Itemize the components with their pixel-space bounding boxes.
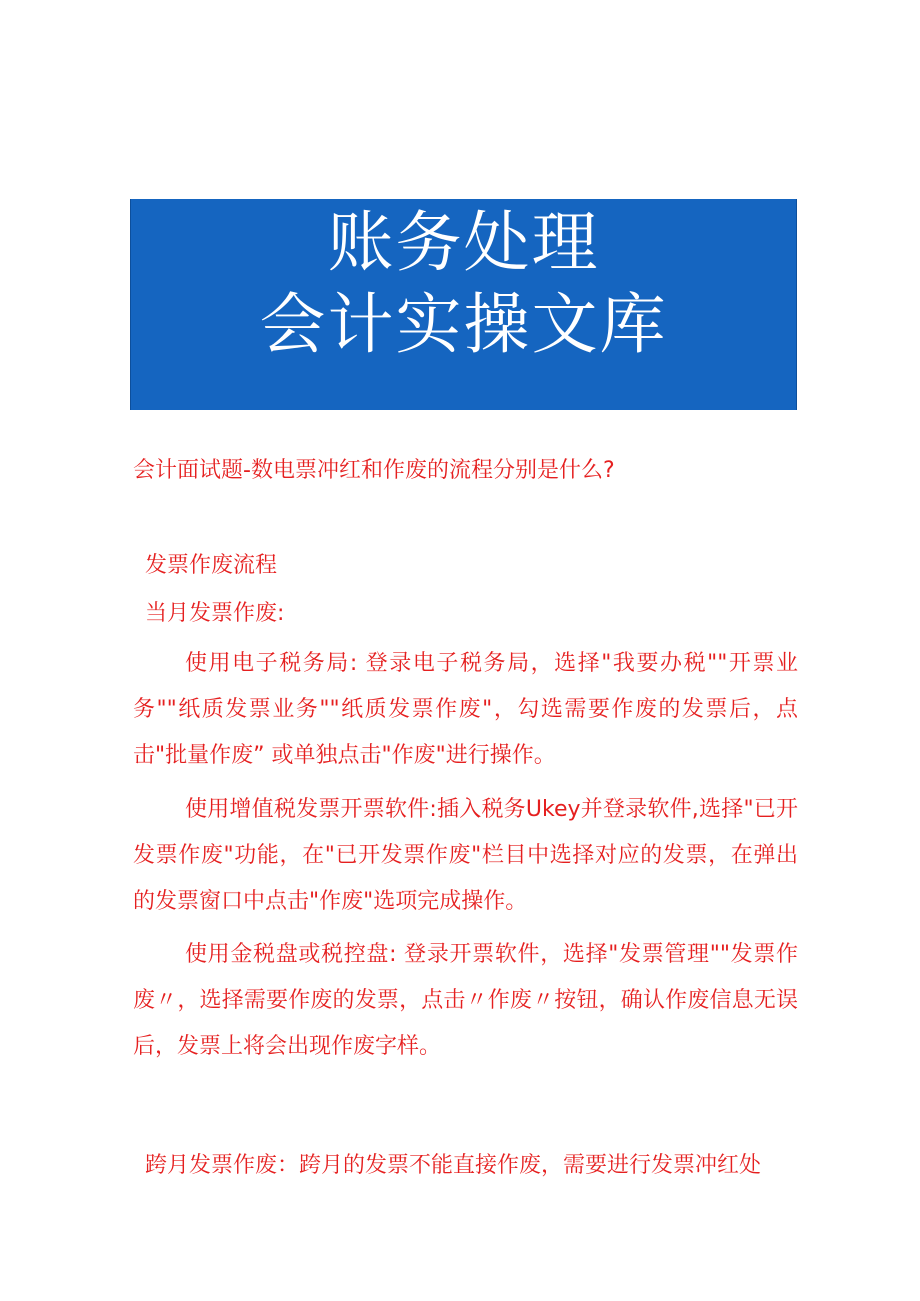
banner-subtitle: 会计实操文库 [259, 286, 668, 363]
section-heading: 发票作废流程 [145, 553, 278, 578]
paragraph-golden-tax: 使用金税盘或税控盘: 登录开票软件，选择"发票管理""发票作废〃，选择需要作废的发票，点击〃作废〃按钮，确认作废信息无误后，发票上将会出现作废字样。 [133, 942, 798, 1059]
banner-title: 账务处理 [327, 204, 600, 281]
paragraph-e-tax: 使用电子税务局: 登录电子税务局，选择"我要办税""开票业务""纸质发票业务""纸质发票作废"，勾选需要作废的发票后，点击"批量作废” 或单独点击"作废"进行操作。 [133, 651, 798, 768]
paragraph-vat-software: 使用增值税发票开票软件:插入税务Ukey并登录软件,选择"已开发票作废"功能，在"已开发票作废"栏目中选择对应的发票，在弹出的发票窗口中点击"作废"选项完成操作。 [133, 797, 798, 914]
cross-month-paragraph: 跨月发票作废：跨月的发票不能直接作废，需要进行发票冲红处 [145, 1153, 762, 1178]
question-heading: 会计面试题-数电票冲红和作废的流程分别是什么? [133, 458, 615, 483]
current-month-heading: 当月发票作废: [145, 601, 285, 626]
